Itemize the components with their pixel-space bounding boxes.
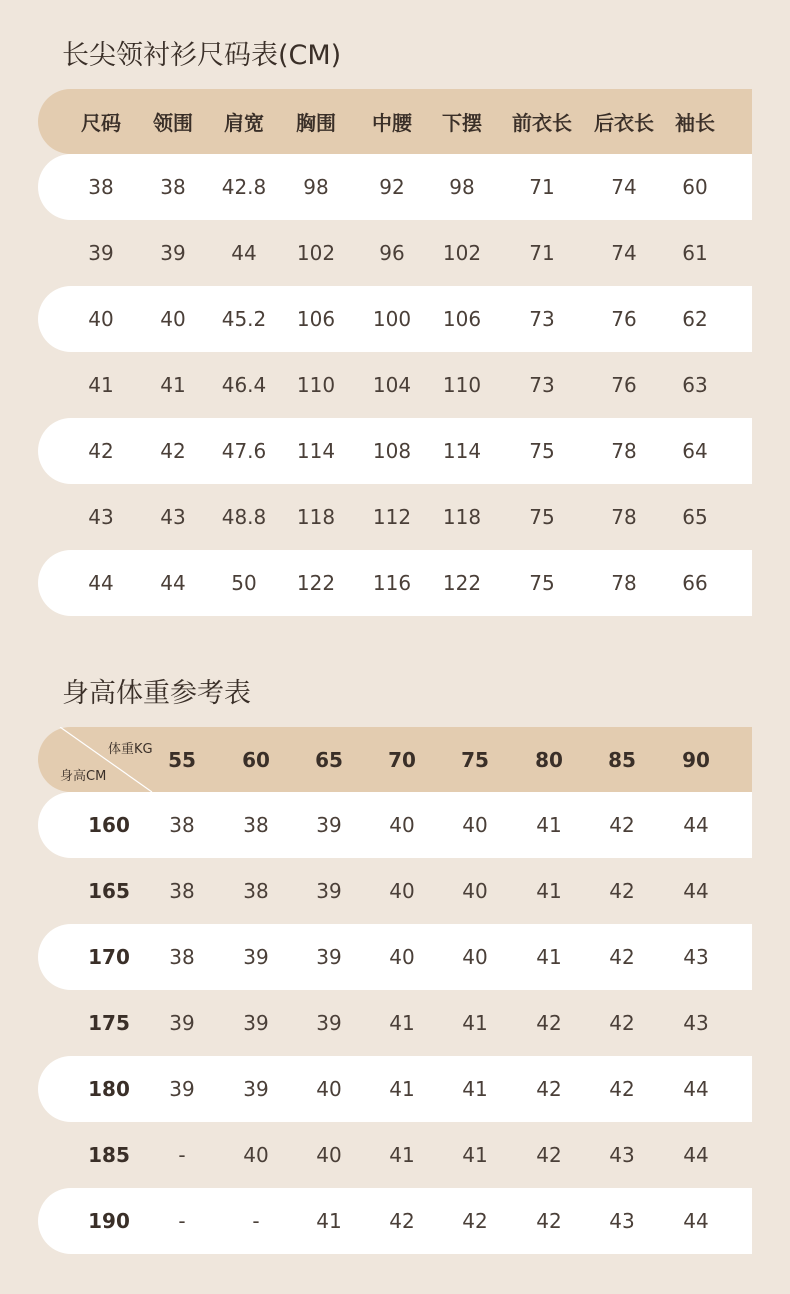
recommended-size-cell: 39 [316,945,342,969]
recommended-size-cell: 42 [462,1209,488,1233]
cell-size: 42 [88,439,114,463]
cell-waist: 92 [379,175,405,199]
cell-waist: 104 [372,373,412,397]
cell-back-length: 76 [611,307,637,331]
recommended-size-cell: 42 [609,945,635,969]
recommended-size-cell: 42 [609,1011,635,1035]
recommended-size-cell: 41 [462,1011,488,1035]
cell-front-length: 75 [529,505,555,529]
header-waist: 中腰 [372,111,412,135]
cell-chest: 98 [303,175,329,199]
corner-header-cell [38,727,154,792]
cell-size: 44 [88,571,114,595]
recommended-size-cell: 41 [462,1143,488,1167]
weight-header: 55 [168,747,196,772]
recommended-size-cell: 41 [536,879,562,903]
corner-weight-label: 体重KG [108,742,153,757]
recommended-size-cell: 40 [316,1143,342,1167]
cell-back-length: 74 [611,241,637,265]
recommended-size-cell: 41 [389,1011,415,1035]
weight-header: 75 [461,747,489,772]
cell-front-length: 75 [529,571,555,595]
weight-header: 80 [535,747,563,772]
cell-sleeve: 63 [682,373,708,397]
recommended-size-cell: 39 [316,879,342,903]
cell-hem: 122 [442,571,482,595]
cell-chest: 110 [296,373,336,397]
recommended-size-cell: 42 [536,1077,562,1101]
cell-front-length: 73 [529,307,555,331]
cell-back-length: 78 [611,439,637,463]
height-label: 170 [88,945,130,969]
recommended-size-cell: 44 [683,1077,709,1101]
reference-row [38,1056,752,1122]
recommended-size-cell: 42 [536,1143,562,1167]
cell-sleeve: 60 [682,175,708,199]
cell-size: 39 [88,241,114,265]
weight-header: 60 [242,747,270,772]
size-row [38,154,752,220]
cell-chest: 106 [296,307,336,331]
recommended-size-cell: 42 [389,1209,415,1233]
cell-sleeve: 66 [682,571,708,595]
weight-header: 85 [608,747,636,772]
cell-back-length: 74 [611,175,637,199]
recommended-size-cell: 38 [243,813,269,837]
cell-front-length: 71 [529,175,555,199]
cell-front-length: 71 [529,241,555,265]
cell-sleeve: 64 [682,439,708,463]
recommended-size-cell: 41 [389,1077,415,1101]
recommended-size-cell: 41 [389,1143,415,1167]
height-label: 160 [88,813,130,837]
recommended-size-cell: 40 [462,945,488,969]
weight-header: 70 [388,747,416,772]
corner-height-label: 身高CM [60,769,107,784]
height-label: 180 [88,1077,130,1101]
recommended-size-cell: 38 [169,813,195,837]
reference-row [38,792,752,858]
header-sleeve: 袖长 [675,111,715,135]
recommended-size-cell: 39 [243,945,269,969]
recommended-size-cell: 42 [536,1209,562,1233]
size-chart-header-row [38,89,752,154]
cell-collar: 38 [160,175,186,199]
cell-hem: 114 [442,439,482,463]
cell-collar: 41 [160,373,186,397]
recommended-size-cell: 40 [462,813,488,837]
recommended-size-cell: 44 [683,813,709,837]
recommended-size-cell: 38 [169,945,195,969]
cell-shoulder: 44 [231,241,257,265]
cell-collar: 42 [160,439,186,463]
reference-row [38,990,752,1056]
reference-row [38,1188,752,1254]
recommended-size-cell: 42 [609,879,635,903]
cell-collar: 43 [160,505,186,529]
size-chart-title: 长尖领衬衫尺码表(CM) [62,40,342,71]
cell-hem: 106 [442,307,482,331]
height-label: 190 [88,1209,130,1233]
size-row [38,418,752,484]
header-back-length: 后衣长 [594,111,654,135]
header-size: 尺码 [81,111,121,135]
cell-size: 38 [88,175,114,199]
cell-hem: 118 [442,505,482,529]
recommended-size-cell: 42 [536,1011,562,1035]
cell-collar: 39 [160,241,186,265]
recommended-size-cell: 40 [243,1143,269,1167]
size-chart-table [38,89,752,616]
recommended-size-cell: 38 [169,879,195,903]
recommended-size-cell: 44 [683,1209,709,1233]
cell-waist: 108 [372,439,412,463]
cell-shoulder: 47.6 [221,439,267,463]
recommended-size-cell: 41 [536,813,562,837]
reference-chart-header-row [38,727,752,792]
cell-sleeve: 62 [682,307,708,331]
cell-waist: 100 [372,307,412,331]
cell-back-length: 78 [611,505,637,529]
cell-chest: 114 [296,439,336,463]
recommended-size-cell: 39 [169,1077,195,1101]
recommended-size-cell: 39 [316,813,342,837]
reference-chart-table [38,727,752,1254]
recommended-size-cell: 39 [316,1011,342,1035]
cell-shoulder: 42.8 [221,175,267,199]
size-row [38,484,752,550]
recommended-size-cell: - [252,1209,260,1233]
cell-collar: 40 [160,307,186,331]
height-label: 185 [88,1143,130,1167]
cell-sleeve: 65 [682,505,708,529]
cell-hem: 102 [442,241,482,265]
cell-chest: 118 [296,505,336,529]
size-row [38,352,752,418]
cell-size: 40 [88,307,114,331]
header-chest: 胸围 [296,111,336,135]
cell-chest: 102 [296,241,336,265]
header-front-length: 前衣长 [512,111,572,135]
reference-row [38,924,752,990]
recommended-size-cell: 42 [609,813,635,837]
recommended-size-cell: - [178,1143,186,1167]
cell-waist: 112 [372,505,412,529]
cell-back-length: 78 [611,571,637,595]
recommended-size-cell: 43 [683,1011,709,1035]
header-hem: 下摆 [442,111,482,135]
size-row [38,220,752,286]
height-label: 175 [88,1011,130,1035]
recommended-size-cell: 40 [389,879,415,903]
cell-shoulder: 50 [231,571,257,595]
recommended-size-cell: 41 [316,1209,342,1233]
reference-row [38,1122,752,1188]
recommended-size-cell: 39 [243,1077,269,1101]
header-shoulder: 肩宽 [224,111,264,135]
cell-size: 41 [88,373,114,397]
size-row [38,286,752,352]
recommended-size-cell: 43 [683,945,709,969]
reference-chart-title: 身高体重参考表 [62,678,251,709]
recommended-size-cell: 42 [609,1077,635,1101]
cell-collar: 44 [160,571,186,595]
recommended-size-cell: 39 [169,1011,195,1035]
cell-shoulder: 45.2 [221,307,267,331]
weight-header: 90 [682,747,710,772]
cell-waist: 116 [372,571,412,595]
cell-chest: 122 [296,571,336,595]
weight-header: 65 [315,747,343,772]
recommended-size-cell: 43 [609,1209,635,1233]
recommended-size-cell: 40 [389,813,415,837]
recommended-size-cell: 38 [243,879,269,903]
cell-hem: 110 [442,373,482,397]
reference-row [38,858,752,924]
header-collar: 领围 [153,111,193,135]
cell-back-length: 76 [611,373,637,397]
recommended-size-cell: 41 [536,945,562,969]
recommended-size-cell: 41 [462,1077,488,1101]
recommended-size-cell: 40 [316,1077,342,1101]
cell-sleeve: 61 [682,241,708,265]
cell-front-length: 73 [529,373,555,397]
cell-front-length: 75 [529,439,555,463]
cell-shoulder: 48.8 [221,505,267,529]
size-row [38,550,752,616]
height-label: 165 [88,879,130,903]
recommended-size-cell: 40 [462,879,488,903]
recommended-size-cell: 44 [683,879,709,903]
recommended-size-cell: 44 [683,1143,709,1167]
cell-hem: 98 [449,175,475,199]
recommended-size-cell: 40 [389,945,415,969]
recommended-size-cell: - [178,1209,186,1233]
cell-size: 43 [88,505,114,529]
cell-shoulder: 46.4 [221,373,267,397]
cell-waist: 96 [379,241,405,265]
recommended-size-cell: 43 [609,1143,635,1167]
recommended-size-cell: 39 [243,1011,269,1035]
